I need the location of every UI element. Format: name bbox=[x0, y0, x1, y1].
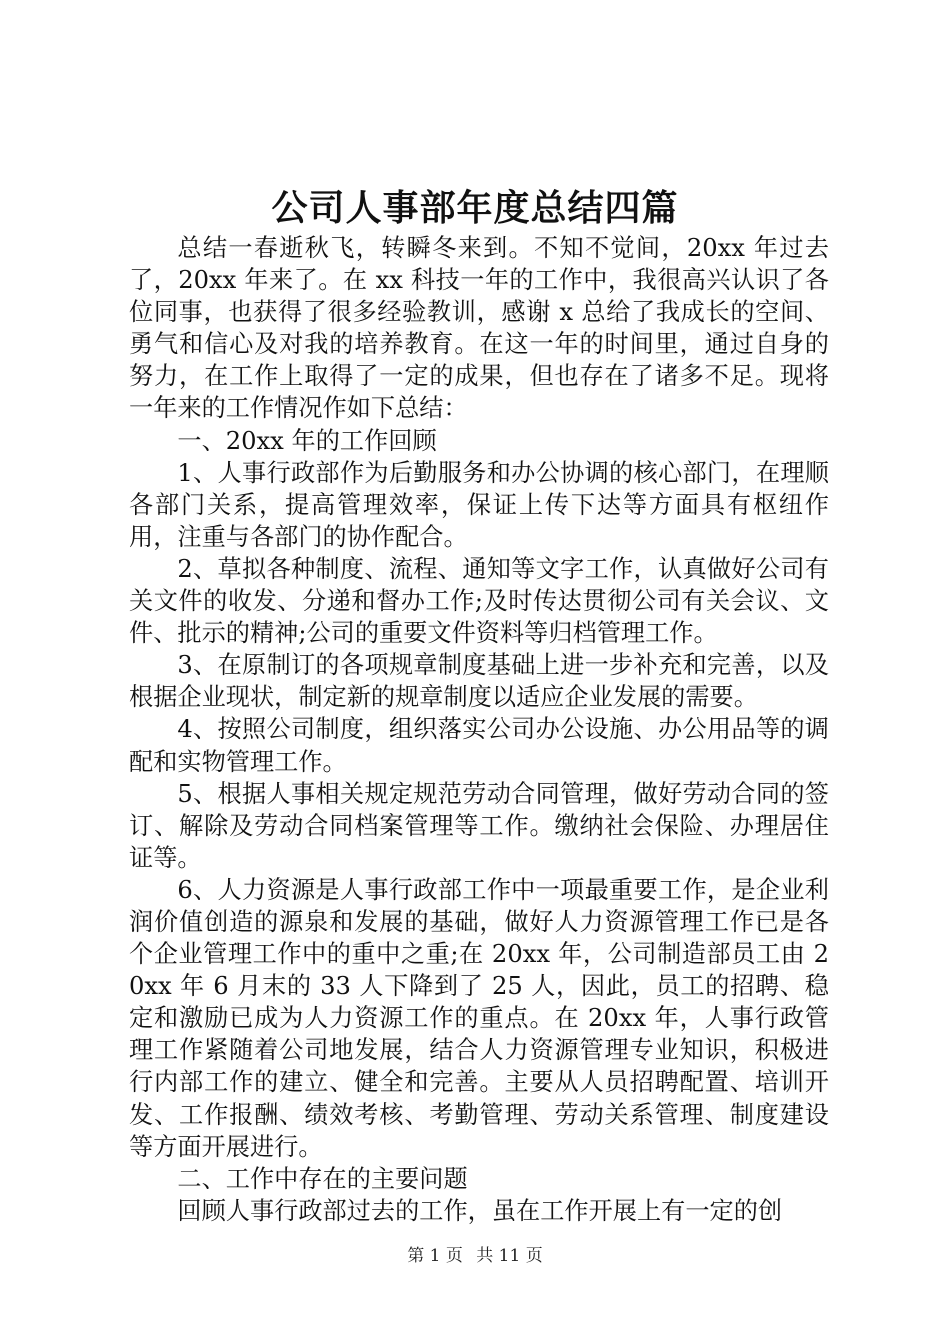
review-item-4: 4、按照公司制度，组织落实公司办公设施、办公用品等的调配和实物管理工作。 bbox=[129, 715, 829, 776]
review-item-6: 6、人力资源是人事行政部工作中一项最重要工作，是企业利润价值创造的源泉和发展的基础，做好人力资源管理工作已是各个企业管理工作中的重中之重;在 20xx 年，公司制造部员工由 20xx 年 6 月末的 33 人下降到了 25 人，因此，员工的招聘、稳定和激励已成为人力资源工作的重点。在 20xx 年，人事行政管理工作紧随着公司地发展，结合人力资源管理专业知识，积极进行内部工作的建立、健全和完善。主要从人员招聘配置、培训开发、工作报酬、绩效考核、考勤管理、劳动关系管理、制度建设等方面开展进行。 bbox=[129, 875, 829, 1161]
section-heading-problems: 二、工作中存在的主要问题 bbox=[177, 1164, 468, 1193]
problems-paragraph: 回顾人事行政部过去的工作，虽在工作开展上有一定的创 bbox=[177, 1196, 783, 1225]
review-item-1: 1、人事行政部作为后勤服务和办公协调的核心部门，在理顺各部门关系，提高管理效率，保证上传下达等方面具有枢纽作用，注重与各部门的协作配合。 bbox=[129, 458, 829, 551]
review-item-2: 2、草拟各种制度、流程、通知等文字工作，认真做好公司有关文件的收发、分递和督办工作;及时传达贯彻公司有关会议、文件、批示的精神;公司的重要文件资料等归档管理工作。 bbox=[129, 554, 829, 648]
page-footer bbox=[0, 1244, 950, 1268]
page-number: 第 1 页 bbox=[407, 1246, 463, 1266]
review-item-3: 3、在原制订的各项规章制度基础上进一步补充和完善，以及根据企业现状，制定新的规章制度以适应企业发展的需要。 bbox=[129, 651, 829, 712]
intro-paragraph: 总结一春逝秋飞，转瞬冬来到。不知不觉间，20xx 年过去了，20xx 年来了。在 xx 科技一年的工作中，我很高兴认识了各位同事，也获得了很多经验教训，感谢 x 总给了我成长的空间、勇气和信心及对我的培养教育。在这一年的时间里，通过自身的努力，在工作上取得了一定的成果，但也存在了诸多不足。现将一年来的工作情况作如下总结： bbox=[129, 234, 829, 423]
page-total: 共 11 页 bbox=[476, 1246, 543, 1266]
section-heading-review: 一、20xx 年的工作回顾 bbox=[177, 426, 437, 455]
review-item-5: 5、根据人事相关规定规范劳动合同管理，做好劳动合同的签订、解除及劳动合同档案管理等工作。缴纳社会保险、办理居住证等。 bbox=[129, 779, 829, 872]
document-body bbox=[129, 232, 829, 1227]
document-title: 公司人事部年度总结四篇 bbox=[271, 187, 679, 229]
